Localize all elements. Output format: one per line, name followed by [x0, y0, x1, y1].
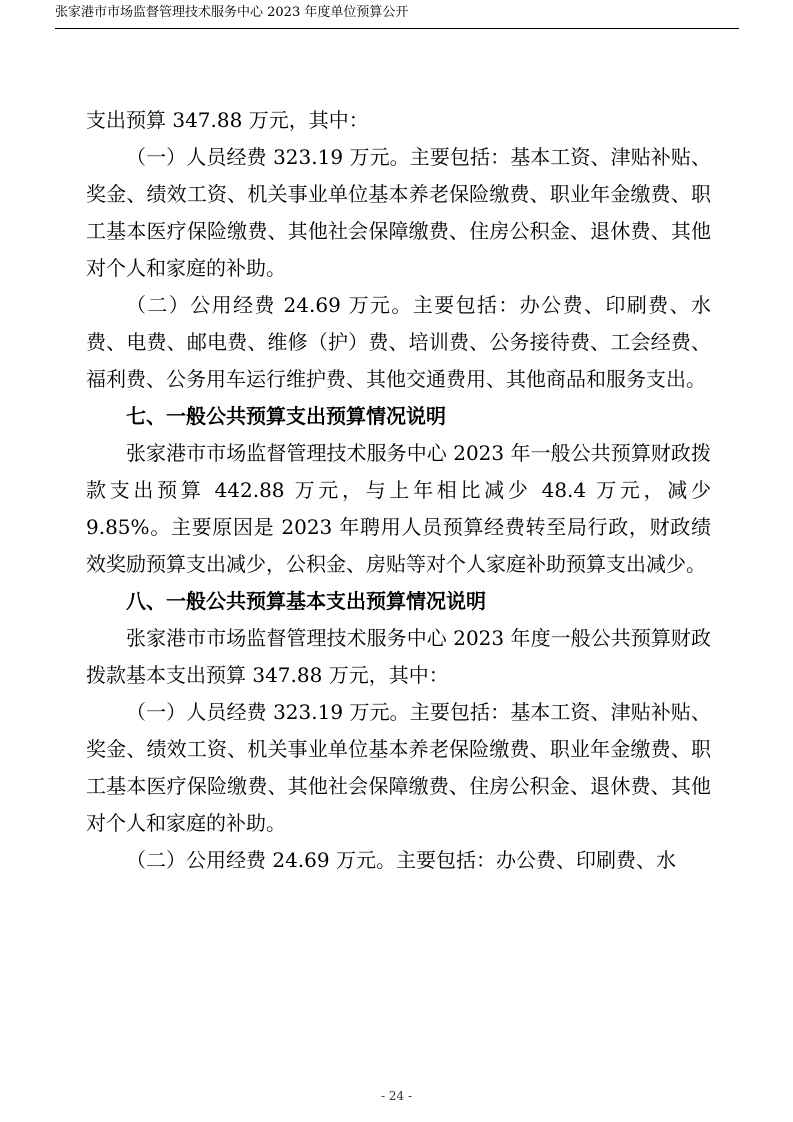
header-divider	[55, 28, 739, 29]
paragraph-basic-expenditure: 张家港市市场监督管理技术服务中心 2023 年度一般公共预算财政拨款基本支出预算 347.88 万元，其中：	[86, 626, 711, 687]
document-body	[86, 102, 711, 879]
page-number: - 24 -	[380, 1089, 412, 1103]
paragraph-public-expenses-2: （二）公用经费 24.69 万元。主要包括：办公费、印刷费、水	[126, 848, 676, 872]
paragraph-personnel-expenses-2: （一）人员经费 323.19 万元。主要包括：基本工资、津贴补贴、奖金、绩效工资、机关事业单位基本养老保险缴费、职业年金缴费、职工基本医疗保险缴费、其他社会保障缴费、住房公积金、退休费、其他对个人和家庭的补助。	[86, 700, 711, 835]
paragraph-personnel-expenses: （一）人员经费 323.19 万元。主要包括：基本工资、津贴补贴、奖金、绩效工资、机关事业单位基本养老保险缴费、职业年金缴费、职工基本医疗保险缴费、其他社会保障缴费、住房公积金、退休费、其他对个人和家庭的补助。	[86, 145, 711, 280]
running-header: 张家港市市场监督管理技术服务中心 2023 年度单位预算公开	[55, 5, 409, 20]
paragraph-expenditure-intro: 支出预算 347.88 万元，其中：	[86, 108, 369, 132]
section-heading-8: 八、一般公共预算基本支出预算情况说明	[126, 589, 486, 613]
section-heading-7: 七、一般公共预算支出预算情况说明	[126, 404, 446, 428]
paragraph-public-expenses: （二）公用经费 24.69 万元。主要包括：办公费、印刷费、水费、电费、邮电费、维修（护）费、培训费、公务接待费、工会经费、福利费、公务用车运行维护费、其他交通费用、其他商品和服务支出。	[86, 293, 711, 391]
paragraph-general-budget: 张家港市市场监督管理技术服务中心 2023 年一般公共预算财政拨款支出预算 442.88 万元，与上年相比减少 48.4 万元，减少 9.85%。主要原因是 2023 年聘用人员预算经费转至局行政，财政绩效奖励预算支出减少，公积金、房贴等对个人家庭补助预算支出减少。	[86, 441, 711, 576]
